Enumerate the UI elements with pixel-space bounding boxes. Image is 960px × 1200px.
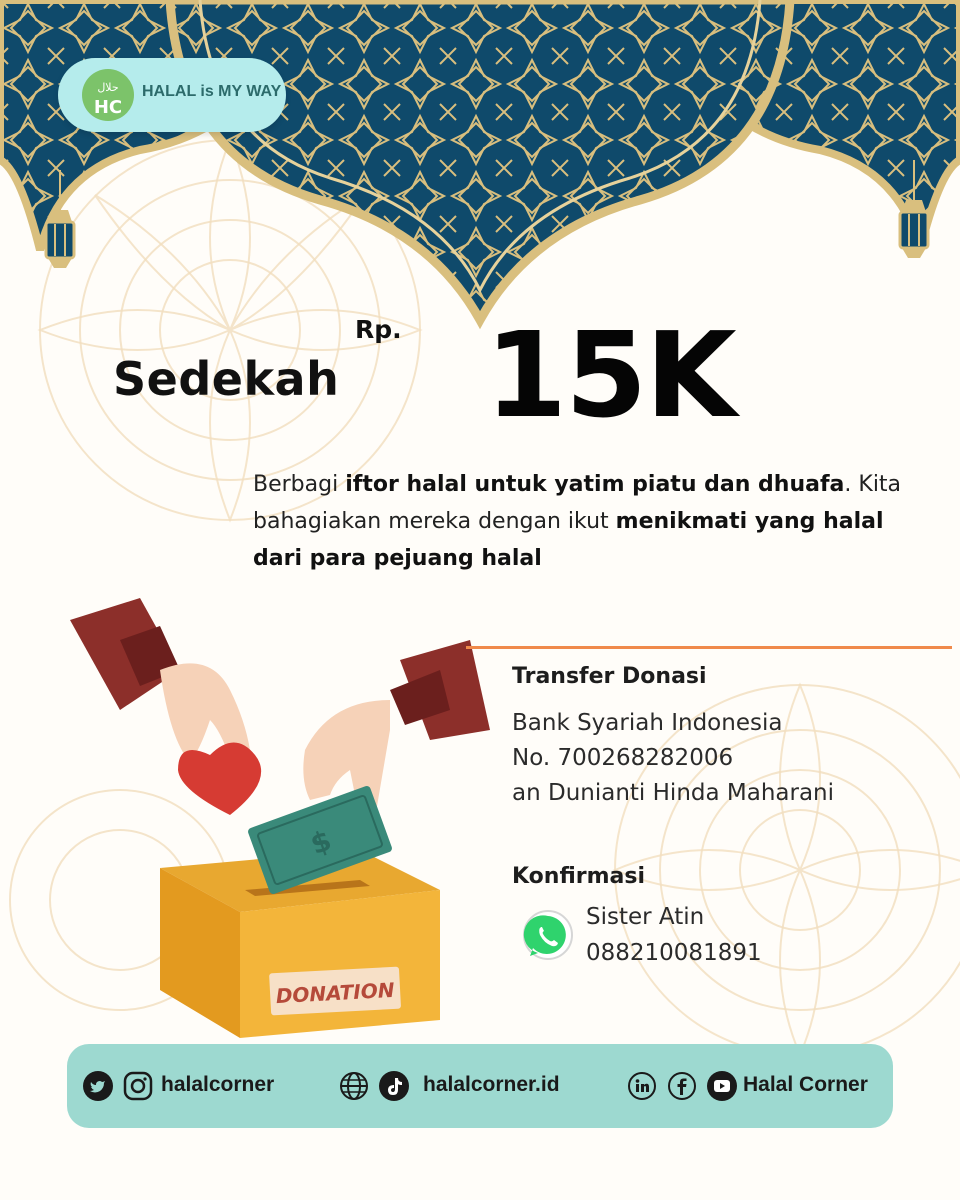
contact-name: Sister Atin: [586, 904, 705, 930]
youtube-icon[interactable]: [707, 1071, 737, 1101]
islamic-arch-header: [0, 0, 960, 350]
transfer-title: Transfer Donasi: [512, 664, 707, 689]
contact-phone: 088210081891: [586, 940, 762, 966]
confirmation-title: Konfirmasi: [512, 864, 645, 889]
svg-text:HC: HC: [93, 97, 123, 118]
box-label: DONATION: [275, 977, 396, 1009]
channel-name[interactable]: Halal Corner: [743, 1073, 868, 1096]
svg-text:حلال: حلال: [97, 81, 119, 94]
halal-corner-logo-icon: [80, 67, 136, 123]
instagram-icon[interactable]: [123, 1071, 153, 1101]
facebook-icon[interactable]: [667, 1071, 697, 1101]
section-divider: [466, 646, 952, 649]
description-part-1: Berbagi: [253, 472, 346, 497]
linkedin-icon[interactable]: [627, 1071, 657, 1101]
footer-bar: [67, 1044, 893, 1128]
tiktok-icon[interactable]: [379, 1071, 409, 1101]
account-number: No. 700268282006: [512, 745, 734, 771]
currency-label: Rp.: [355, 315, 402, 344]
headline-word: Sedekah: [113, 352, 340, 406]
lantern-right-icon: [894, 160, 934, 270]
bank-name: Bank Syariah Indonesia: [512, 710, 783, 736]
donation-amount: 15K: [485, 306, 735, 444]
donation-box-illustration: [60, 590, 490, 1040]
whatsapp-icon[interactable]: [520, 908, 576, 964]
website-link[interactable]: halalcorner.id: [423, 1073, 560, 1096]
lantern-left-icon: [40, 170, 80, 280]
twitter-icon[interactable]: [83, 1071, 113, 1101]
description-bold-2: menikmati yang halal dari para pejuang halal: [253, 509, 884, 571]
account-holder: an Dunianti Hinda Maharani: [512, 780, 835, 806]
logo-text: HALAL is MY WAY: [142, 83, 282, 100]
globe-icon[interactable]: [339, 1071, 369, 1101]
svg-text:$: $: [306, 823, 336, 862]
social-handle[interactable]: halalcorner: [161, 1073, 275, 1096]
brand-logo-pill: [58, 58, 286, 132]
description-bold-1: iftor halal untuk yatim piatu dan dhuafa: [345, 472, 845, 497]
description-part-2: . Kita bahagiakan mereka dengan ikut: [253, 472, 902, 534]
description: [253, 466, 903, 577]
